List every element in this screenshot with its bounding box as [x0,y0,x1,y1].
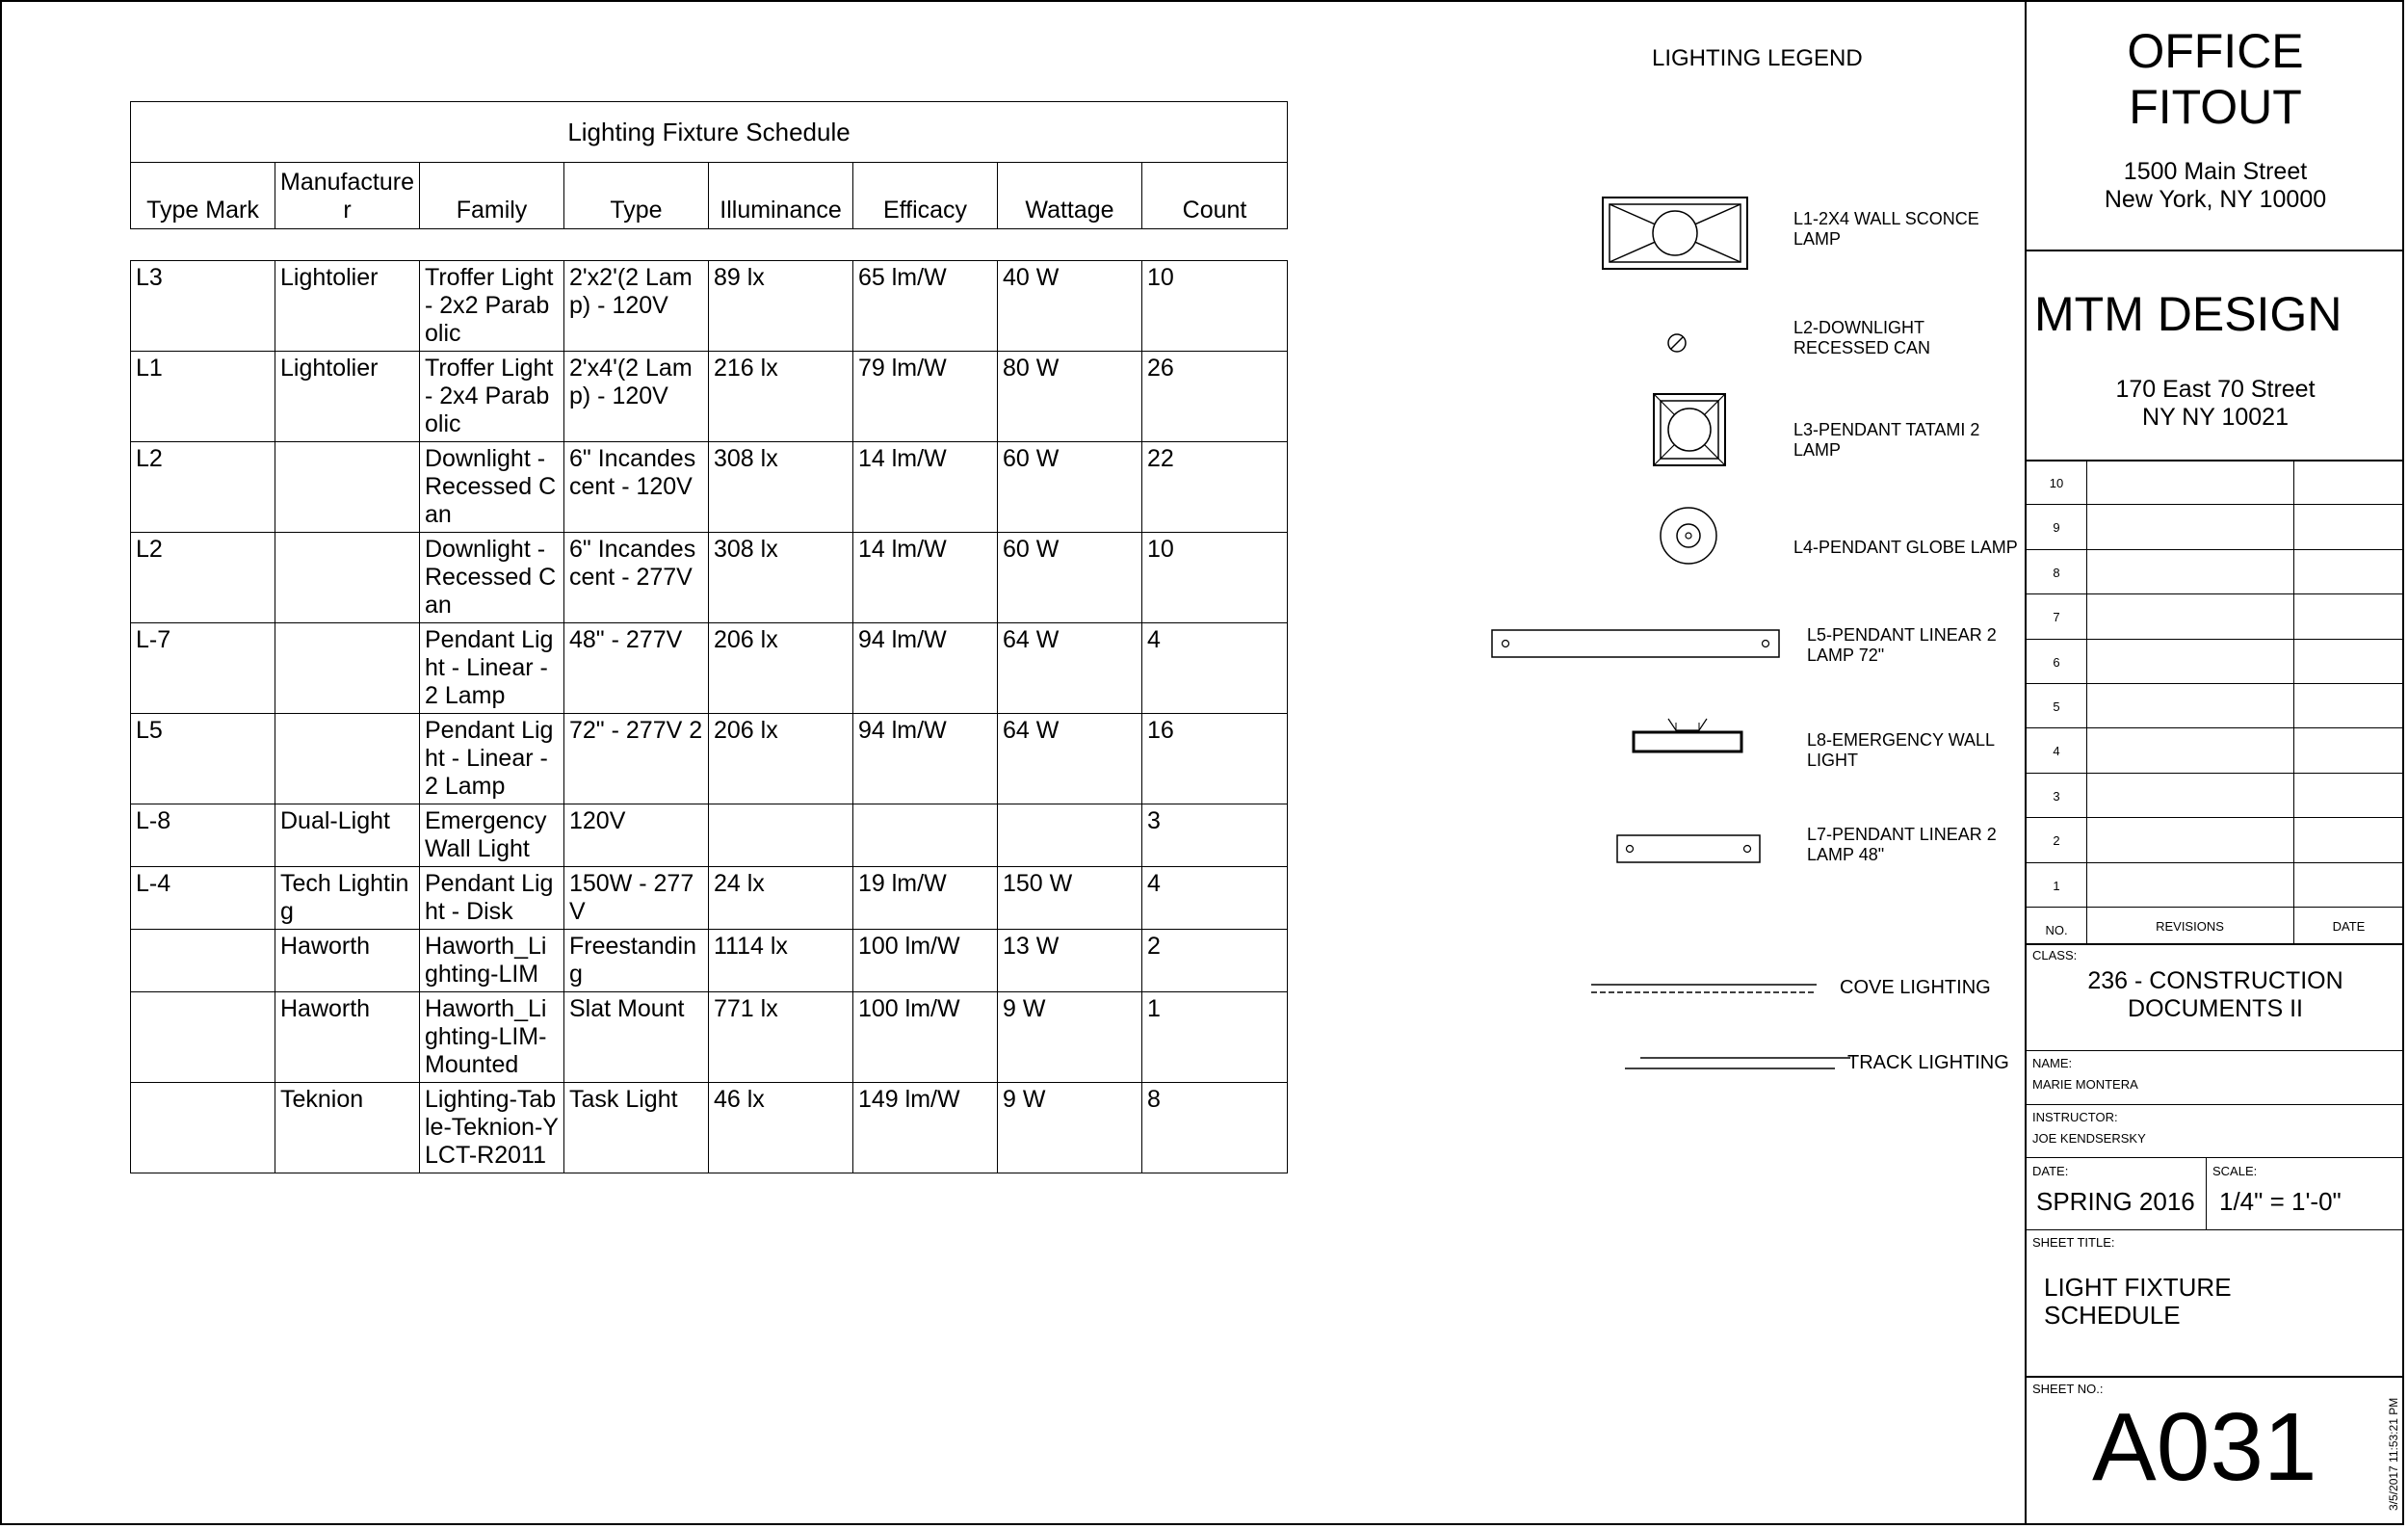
legend-label-cove: COVE LIGHTING [1840,977,1991,998]
revision-number: 3 [2053,788,2060,804]
scale-value: 1/4" = 1'-0" [2219,1187,2342,1216]
cell-type-mark: L2 [131,533,275,623]
cell-illuminance: 206 lx [709,623,853,714]
firm-name: MTM DESIGN [2034,287,2343,341]
divider [2027,1376,2404,1378]
cell-wattage: 64 W [998,623,1142,714]
table-row [131,352,1288,442]
legend-label-l1: L1-2X4 WALL SCONCE LAMP [1793,209,1979,249]
cell-family: Haworth_Lighting-LIM-Mounted [420,992,564,1083]
track-lighting-icon [1623,1054,1854,1073]
table-row [131,533,1288,623]
header-gap [131,229,1288,261]
header-count: Count [1142,163,1288,229]
cell-type-mark: L1 [131,352,275,442]
cell-count: 1 [1142,992,1288,1083]
sheet-title-line2: SCHEDULE [2044,1301,2181,1330]
cell-wattage: 13 W [998,930,1142,992]
cell-type-mark: L-7 [131,623,275,714]
cell-family: Pendant Light - Linear - 2 Lamp [420,623,564,714]
cell-family: Troffer Light - 2x4 Parabolic [420,352,564,442]
cell-type: 6" Incandescent - 277V [564,533,709,623]
header-manufacturer: Manufacturer [275,163,420,229]
revision-number: 2 [2053,833,2060,849]
sheet-title-line1: LIGHT FIXTURE [2044,1273,2232,1302]
emergency-light-icon [1632,715,1745,757]
instructor-label: INSTRUCTOR: [2032,1110,2118,1124]
table-row [131,623,1288,714]
tatami-pendant-icon [1652,392,1727,467]
cell-type: 120V [564,804,709,867]
cell-efficacy: 79 lm/W [853,352,998,442]
scale-label: SCALE: [2212,1164,2258,1178]
cell-count: 22 [1142,442,1288,533]
divider [2027,1050,2404,1051]
header-illuminance: Illuminance [709,163,853,229]
divider [2027,1229,2404,1230]
cell-count: 16 [1142,714,1288,804]
project-address-line1: 1500 Main Street [2123,158,2308,185]
cell-wattage: 64 W [998,714,1142,804]
cell-manufacturer: Teknion [275,1083,420,1173]
cell-efficacy: 100 lm/W [853,930,998,992]
revision-row-line [2027,907,2404,908]
cell-manufacturer [275,714,420,804]
cell-family: Pendant Light - Linear - 2 Lamp [420,714,564,804]
cell-manufacturer: Haworth [275,992,420,1083]
cell-type-mark [131,992,275,1083]
cell-count: 3 [1142,804,1288,867]
cell-wattage [998,804,1142,867]
cell-manufacturer [275,533,420,623]
schedule-title: Lighting Fixture Schedule [131,102,1288,163]
revision-row-line [2027,683,2404,684]
firm-address-line2: NY NY 10021 [2142,404,2289,431]
cell-type: 6" Incandescent - 120V [564,442,709,533]
header-type: Type [564,163,709,229]
legend-title: LIGHTING LEGEND [1652,45,1863,71]
revision-number: 4 [2053,744,2060,759]
cell-family: Troffer Light - 2x2 Parabolic [420,261,564,352]
header-family: Family [420,163,564,229]
wall-sconce-icon [1601,196,1751,273]
name-label: NAME: [2032,1056,2073,1070]
cell-illuminance: 771 lx [709,992,853,1083]
cell-efficacy: 65 lm/W [853,261,998,352]
cell-illuminance: 308 lx [709,442,853,533]
legend-label-l3: L3-PENDANT TATAMI 2 LAMP [1793,420,1980,460]
cell-wattage: 150 W [998,867,1142,930]
class-label: CLASS: [2032,948,2078,962]
project-address-line2: New York, NY 10000 [2104,186,2327,213]
legend-label-l2: L2-DOWNLIGHT RECESSED CAN [1793,318,1931,357]
cell-family: Haworth_Lighting-LIM [420,930,564,992]
cell-count: 4 [1142,867,1288,930]
cell-efficacy: 14 lm/W [853,442,998,533]
cell-family: Pendant Light - Disk [420,867,564,930]
legend-label-l8: L8-EMERGENCY WALL LIGHT [1807,730,1995,770]
cell-count: 10 [1142,533,1288,623]
instructor-name: JOE KENDSERSKY [2032,1131,2146,1146]
revision-row-line [2027,817,2404,818]
student-name: MARIE MONTERA [2032,1077,2138,1092]
cell-manufacturer [275,442,420,533]
revision-number: 6 [2053,654,2060,670]
cell-illuminance: 24 lx [709,867,853,930]
header-wattage: Wattage [998,163,1142,229]
table-row [131,261,1288,352]
firm-address-line1: 170 East 70 Street [2115,376,2316,403]
cell-count: 10 [1142,261,1288,352]
revision-number: 1 [2053,878,2060,893]
rev-col-line [2293,460,2294,943]
cell-illuminance: 1114 lx [709,930,853,992]
cell-type: 2'x2'(2 Lamp) - 120V [564,261,709,352]
project-name-line2: FITOUT [2129,80,2302,134]
header-type-mark: Type Mark [131,163,275,229]
cell-wattage: 60 W [998,442,1142,533]
schedule-body [131,261,1288,1173]
cell-illuminance [709,804,853,867]
cell-wattage: 9 W [998,992,1142,1083]
globe-pendant-icon [1658,505,1719,567]
cell-type: Freestanding [564,930,709,992]
cell-type-mark [131,930,275,992]
cell-wattage: 40 W [998,261,1142,352]
rev-header-date: DATE [2332,919,2366,934]
legend-label-l7: L7-PENDANT LINEAR 2 LAMP 48" [1807,825,1997,864]
table-row [131,992,1288,1083]
cell-illuminance: 46 lx [709,1083,853,1173]
cell-type-mark: L5 [131,714,275,804]
downlight-icon [1665,331,1688,355]
cell-type-mark: L2 [131,442,275,533]
cell-manufacturer: Lightolier [275,352,420,442]
cell-family: Downlight - Recessed Can [420,442,564,533]
cell-wattage: 80 W [998,352,1142,442]
date-label: DATE: [2032,1164,2069,1178]
rev-header-no: NO. [2045,923,2068,937]
cell-efficacy: 149 lm/W [853,1083,998,1173]
class-line1: 236 - CONSTRUCTION [2087,967,2343,994]
revisions-top-line [2027,460,2404,461]
legend-label-track: TRACK LIGHTING [1847,1052,2009,1073]
legend-label-l5: L5-PENDANT LINEAR 2 LAMP 72" [1807,625,1997,665]
revision-row-line [2027,639,2404,640]
sheet-number: A031 [2092,1393,2317,1501]
cell-wattage: 60 W [998,533,1142,623]
cell-efficacy [853,804,998,867]
cell-efficacy: 14 lm/W [853,533,998,623]
revision-row-line [2027,593,2404,594]
rev-col-line [2086,460,2087,943]
revision-row-line [2027,773,2404,774]
revision-row-line [2027,504,2404,505]
revision-row-line [2027,549,2404,550]
table-row [131,1083,1288,1173]
cell-family: Lighting-Table-Teknion-YLCT-R2011 [420,1083,564,1173]
table-row [131,442,1288,533]
lighting-fixture-schedule [130,101,1287,1173]
linear-72-icon [1490,628,1781,659]
cell-type: 72" - 277V 2 [564,714,709,804]
cell-illuminance: 308 lx [709,533,853,623]
revision-number: 10 [2049,476,2064,490]
cell-efficacy: 100 lm/W [853,992,998,1083]
date-value: SPRING 2016 [2036,1187,2195,1216]
table-row [131,867,1288,930]
cell-manufacturer: Lightolier [275,261,420,352]
cell-type: 150W - 277V [564,867,709,930]
cell-type-mark: L3 [131,261,275,352]
cell-type-mark: L-4 [131,867,275,930]
cell-count: 2 [1142,930,1288,992]
header-efficacy: Efficacy [853,163,998,229]
cell-type: Task Light [564,1083,709,1173]
sheet-title-label: SHEET TITLE: [2032,1235,2115,1250]
project-name-line1: OFFICE [2127,24,2304,78]
date-scale-divider [2206,1157,2207,1229]
cell-count: 8 [1142,1083,1288,1173]
table-row [131,714,1288,804]
divider [2027,250,2404,251]
cell-type: 2'x4'(2 Lamp) - 120V [564,352,709,442]
cell-illuminance: 206 lx [709,714,853,804]
plot-timestamp: 3/5/2017 11:53:21 PM [2387,1397,2400,1511]
cell-efficacy: 19 lm/W [853,867,998,930]
cell-illuminance: 216 lx [709,352,853,442]
revision-row-line [2027,862,2404,863]
divider [2027,943,2404,945]
cell-efficacy: 94 lm/W [853,714,998,804]
cell-type: Slat Mount [564,992,709,1083]
class-line2: DOCUMENTS II [2128,995,2303,1022]
cell-illuminance: 89 lx [709,261,853,352]
legend-label-l4: L4-PENDANT GLOBE LAMP [1793,538,2018,557]
revision-number: 9 [2053,520,2060,536]
divider [2027,1157,2404,1158]
cell-wattage: 9 W [998,1083,1142,1173]
cell-type-mark: L-8 [131,804,275,867]
revision-number: 5 [2053,699,2060,714]
cell-type: 48" - 277V [564,623,709,714]
lighting-legend [1483,0,2032,1525]
sheet-no-label: SHEET NO.: [2032,1382,2104,1396]
cove-lighting-icon [1589,981,1820,998]
cell-manufacturer: Dual-Light [275,804,420,867]
cell-manufacturer: Haworth [275,930,420,992]
cell-manufacturer [275,623,420,714]
schedule-table [130,101,1288,1173]
table-row [131,930,1288,992]
cell-family: Emergency Wall Light [420,804,564,867]
cell-count: 4 [1142,623,1288,714]
revision-row-line [2027,727,2404,728]
title-block [2025,2,2404,1523]
cell-efficacy: 94 lm/W [853,623,998,714]
linear-48-icon [1615,833,1762,864]
rev-header-revisions: REVISIONS [2156,919,2224,934]
cell-count: 26 [1142,352,1288,442]
revision-number: 7 [2053,610,2060,625]
cell-type-mark [131,1083,275,1173]
cell-family: Downlight - Recessed Can [420,533,564,623]
cell-manufacturer: Tech Lighting [275,867,420,930]
divider [2027,1104,2404,1105]
table-row [131,804,1288,867]
revision-number: 8 [2053,565,2060,580]
